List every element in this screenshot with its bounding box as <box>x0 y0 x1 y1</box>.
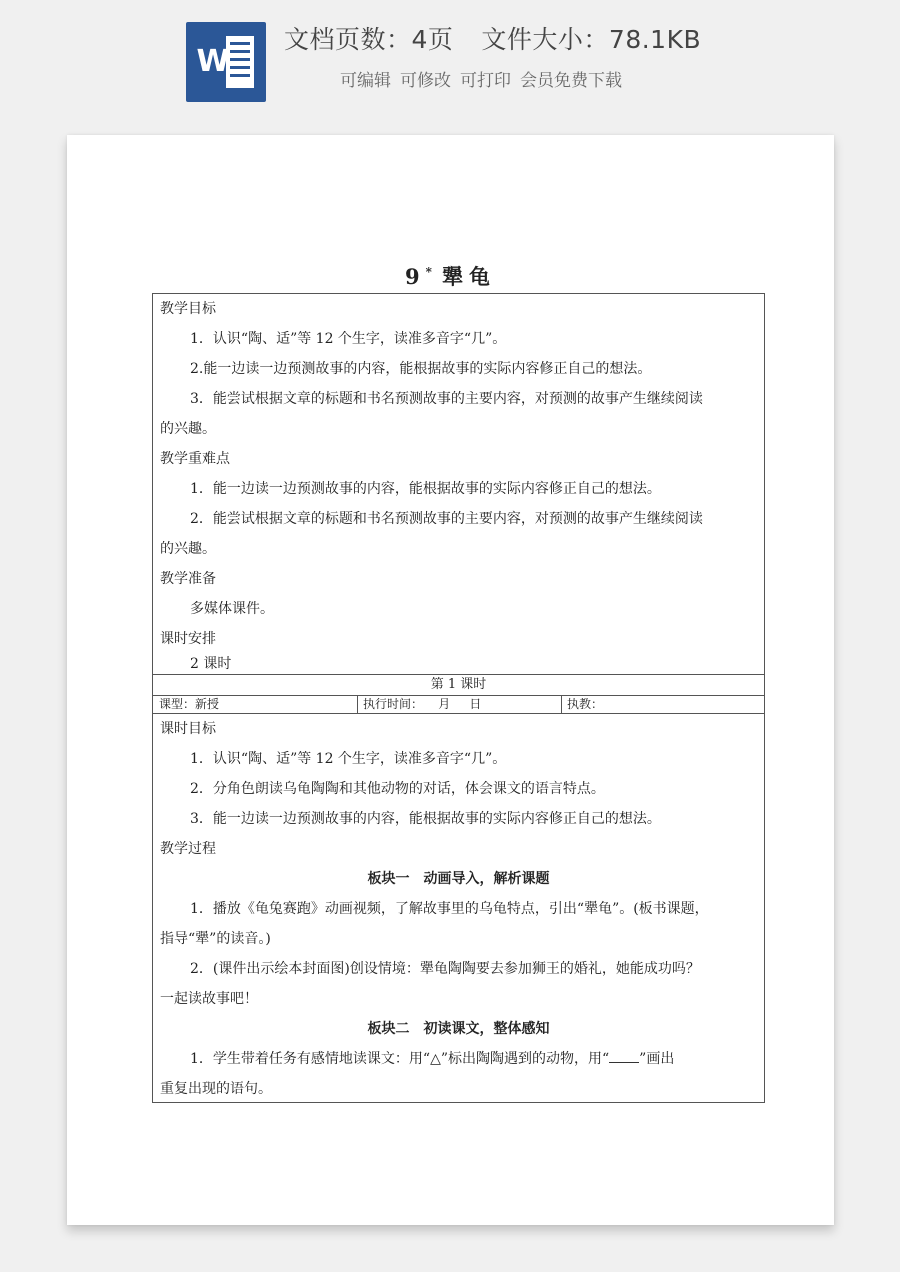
lesson-goals-heading: 课时目标 <box>160 721 216 737</box>
doc-line <box>230 74 250 77</box>
goals-item-1: 1．认识“陶、适”等 12 个生字，读准多音字“几”。 <box>190 331 507 347</box>
key-points-item-2: 2．能尝试根据文章的标题和书名预测故事的主要内容，对预测的故事产生继续阅读 <box>190 511 703 527</box>
goals-item-3-cont: 的兴趣。 <box>160 421 216 437</box>
overview-section <box>153 294 764 674</box>
file-size: 文件大小：78.1KB <box>481 25 702 54</box>
lesson-title <box>67 261 834 291</box>
schedule-item: 2 课时 <box>190 656 232 672</box>
block-2-para-1-cont: 重复出现的语句。 <box>160 1081 272 1097</box>
block-1-para-1-cont: 指导“犟”的读音。) <box>160 931 271 947</box>
key-points-item-1: 1．能一边读一边预测故事的内容，能根据故事的实际内容修正自己的想法。 <box>190 481 661 497</box>
block-1-title: 板块一 动画导入，解析课题 <box>367 871 550 887</box>
teacher-cell: 执教： <box>567 697 604 711</box>
lesson-goals-item-1: 1．认识“陶、适”等 12 个生字，读准多音字“几”。 <box>190 751 507 767</box>
download-banner <box>0 0 900 120</box>
lesson-goals-item-3: 3．能一边读一边预测故事的内容，能根据故事的实际内容修正自己的想法。 <box>190 811 661 827</box>
lesson-goals-item-2: 2．分角色朗读乌龟陶陶和其他动物的对话，体会课文的语言特点。 <box>190 781 605 797</box>
lesson-plan-table <box>152 293 765 1103</box>
word-icon-letter: W <box>196 44 230 79</box>
block-2-title: 板块二 初读课文，整体感知 <box>367 1021 550 1037</box>
lesson-type-cell: 课型：新授 <box>159 697 220 711</box>
key-points-heading: 教学重难点 <box>160 451 230 467</box>
document-page <box>67 135 834 1225</box>
feature-member-download: 会员免费下载 <box>520 71 622 91</box>
page-count: 文档页数：4页 <box>284 25 454 54</box>
block-1-para-1: 1．播放《龟兔赛跑》动画视频，了解故事里的乌龟特点，引出“犟龟”。(板书课题， <box>190 901 709 917</box>
doc-sheet-shape <box>226 36 254 88</box>
execution-time-cell: 执行时间： 月 日 <box>363 697 482 711</box>
block-2-para-1-end: ”画出 <box>639 1051 675 1067</box>
underline-blank <box>609 1046 639 1063</box>
feature-printable: 可打印 <box>460 71 511 91</box>
lesson-session-header: 第 1 课时 <box>430 677 487 692</box>
lesson-section <box>153 714 764 1104</box>
lesson-meta-row <box>153 696 764 713</box>
feature-editable: 可编辑 <box>340 71 391 91</box>
file-info-title <box>284 20 701 56</box>
goals-item-3: 3．能尝试根据文章的标题和书名预测故事的主要内容，对预测的故事产生继续阅读 <box>190 391 703 407</box>
prep-item: 多媒体课件。 <box>190 601 274 617</box>
doc-line <box>230 42 250 45</box>
feature-list <box>340 66 631 91</box>
word-document-icon <box>186 22 266 102</box>
goals-item-2: 2.能一边读一边预测故事的内容，能根据故事的实际内容修正自己的想法。 <box>190 361 652 377</box>
doc-line <box>230 66 250 69</box>
block-2-para-1 <box>153 1044 764 1074</box>
title-number: 9 <box>405 264 426 289</box>
goals-heading: 教学目标 <box>160 301 216 317</box>
title-text: 犟龟 <box>441 264 496 289</box>
block-1-para-2-cont: 一起读故事吧！ <box>160 991 258 1007</box>
process-heading: 教学过程 <box>160 841 216 857</box>
doc-line <box>230 50 250 53</box>
block-2-para-1-start: 1．学生带着任务有感情地读课文：用“△”标出陶陶遇到的动物，用“ <box>190 1051 610 1067</box>
prep-heading: 教学准备 <box>160 571 216 587</box>
key-points-item-2-cont: 的兴趣。 <box>160 541 216 557</box>
block-1-para-2: 2．(课件出示绘本封面图)创设情境：犟龟陶陶要去参加狮王的婚礼，她能成功吗？ <box>190 961 700 977</box>
feature-modifiable: 可修改 <box>400 71 451 91</box>
title-asterisk: * <box>425 265 432 279</box>
schedule-heading: 课时安排 <box>160 631 216 647</box>
doc-line <box>230 58 250 61</box>
